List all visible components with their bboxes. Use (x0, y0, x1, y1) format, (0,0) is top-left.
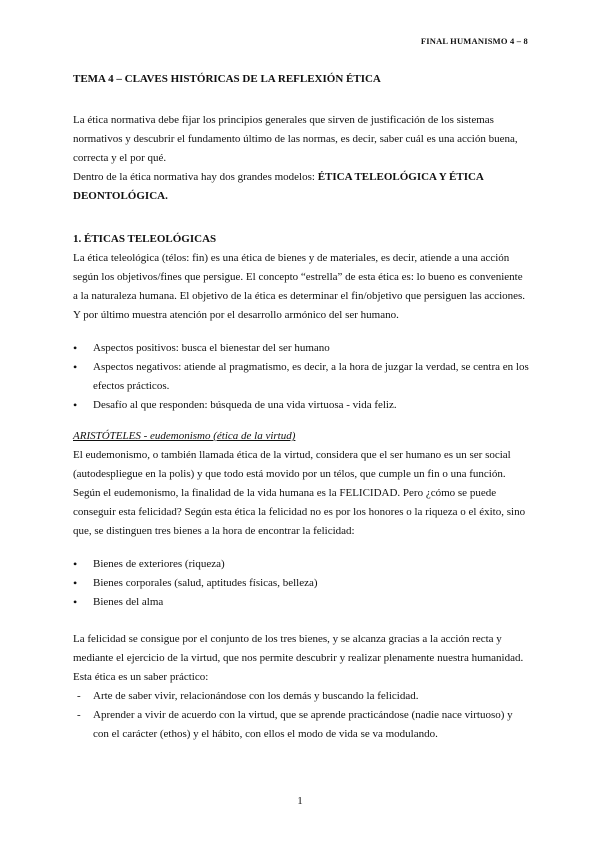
list-item: • Bienes de exteriores (riqueza) (73, 555, 530, 574)
list-item: • Bienes del alma (73, 593, 530, 612)
list-item: - Aprender a vivir de acuerdo con la virtud, que se aprende practicándose (nadie nace virtuoso) y con el carácter (ethos) y el hábito, con ellos el modo de vida se va modulando. (73, 706, 530, 744)
document-body (73, 70, 530, 744)
closing-paragraph: La felicidad se consigue por el conjunto de los tres bienes, y se alcanza gracias a la acción recta y mediante el ejercicio de la virtud, que nos permite descubrir y realizar plenamente nuestra humanidad. Esta ética es un saber práctico: (73, 633, 524, 683)
section-paragraph: La ética teleológica (télos: fin) es una ética de bienes y de materiales, es decir, atiende a una acción según los objetivos/fines que persigue. El concepto “estrella” de esta ética es: lo bueno es conveniente a la naturaleza humana. El objetivo de la ética es determinar el fin/objetivo que persiguen las acciones. Y por último muestra atención por el desarrollo armónico del ser humano. (73, 252, 526, 321)
list-item: • Desafío al que responden: búsqueda de una vida virtuosa - vida feliz. (73, 396, 530, 415)
list-item: • Aspectos negativos: atiende al pragmatismo, es decir, a la hora de juzgar la verdad, se centra en los efectos prácticos. (73, 358, 530, 396)
dash-list (73, 687, 530, 744)
subsection-heading: ARISTÓTELES - eudemonismo (ética de la virtud) (73, 430, 296, 442)
page-title: TEMA 4 – CLAVES HISTÓRICAS DE LA REFLEXIÓN ÉTICA (73, 73, 381, 85)
intro-models-text: Dentro de la ética normativa hay dos grandes modelos: (73, 171, 318, 183)
list-item: - Arte de saber vivir, relacionándose con los demás y buscando la felicidad. (73, 687, 530, 706)
intro-paragraph: La ética normativa debe fijar los principios generales que sirven de justificación de los sistemas normativos y descubrir el fundamento último de las normas, es decir, saber cuál es una acción buena, correcta y el por qué. (73, 114, 518, 164)
list-item: • Aspectos positivos: busca el bienestar del ser humano (73, 339, 530, 358)
bullet-list (73, 339, 530, 415)
intro-models-paragraph (73, 168, 530, 206)
bullet-list (73, 555, 530, 612)
section-heading: 1. ÉTICAS TELEOLÓGICAS (73, 233, 217, 245)
spacer (73, 206, 530, 224)
page-number: 1 (297, 795, 303, 807)
subsection-paragraph: El eudemonismo, o también llamada ética de la virtud, considera que el ser humano es un ser social (autodespliegue en la polis) y que todo está movido por un télos, que cumple un fin o una función. Según el eudemonismo, la finalidad de la vida humana es la FELICIDAD. Pero ¿cómo se puede conseguir esta felicidad? Según esta ética la felicidad no es por los honores o la riqueza o el éxito, sino que, se distinguen tres bienes a la hora de encontrar la felicidad: (73, 449, 526, 537)
intro-models-bold: ÉTICA TELEOLÓGICA Y ÉTICA DEONTOLÓGICA. (73, 171, 484, 202)
list-item: • Bienes corporales (salud, aptitudes físicas, belleza) (73, 574, 530, 593)
running-header: FINAL HUMANISMO 4 – 8 (420, 36, 528, 46)
